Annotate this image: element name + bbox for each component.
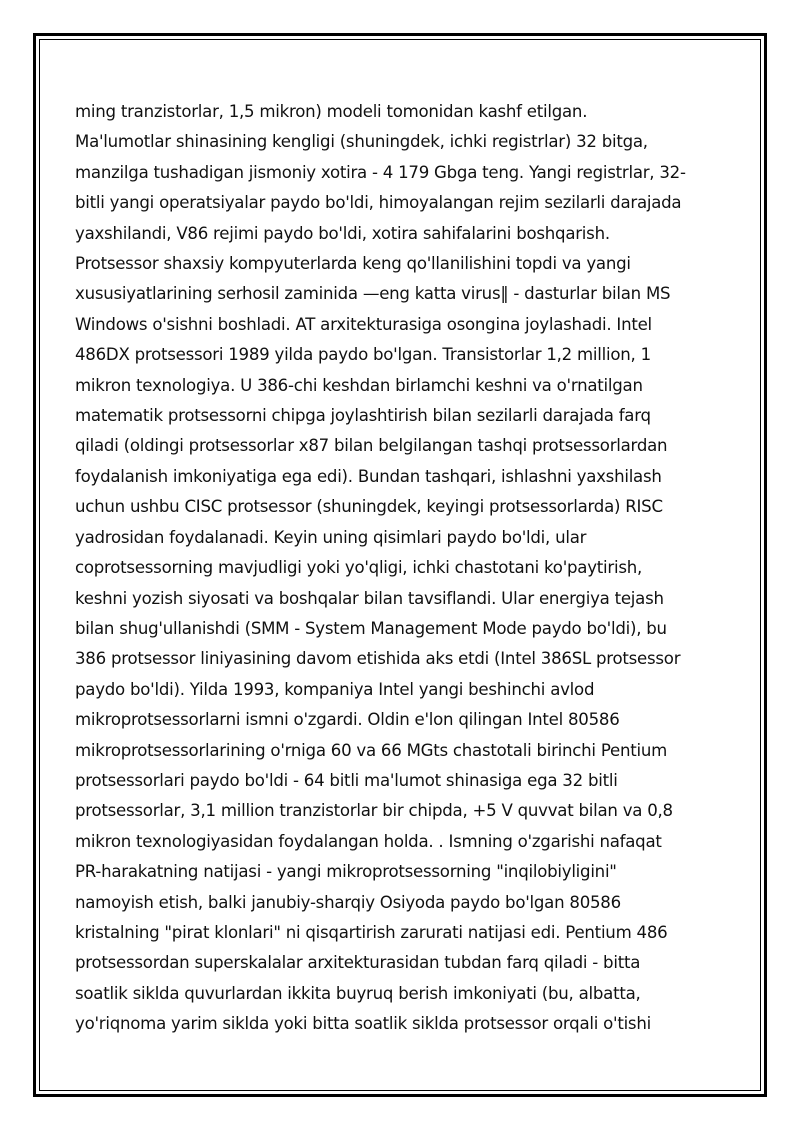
text-line: namoyish etish, balki janubiy-sharqiy Osiyoda paydo bo'lgan 80586 [75, 892, 621, 912]
text-line: qiladi (oldingi protsessorlar x87 bilan belgilangan tashqi protsessorlardan [75, 436, 668, 456]
text-line: matematik protsessorni chipga joylashtirish bilan sezilarli darajada farq [75, 406, 651, 426]
text-line: PR-harakatning natijasi - yangi mikroprotsessorning "inqilobiyligini" [75, 862, 617, 882]
text-line: protsessorlari paydo bo'ldi - 64 bitli ma'lumot shinasiga ega 32 bitli [75, 770, 618, 790]
text-line: yaxshilandi, V86 rejimi paydo bo'ldi, xotira sahifalarini boshqarish. [75, 223, 610, 243]
text-line: mikroprotsessorlarining o'rniga 60 va 66 MGts chastotali birinchi Pentium [75, 740, 668, 760]
text-line: Ma'lumotlar shinasining kengligi (shuningdek, ichki registrlar) 32 bitga, [75, 132, 648, 152]
document-body [75, 97, 730, 1040]
text-line: ming tranzistorlar, 1,5 mikron) modeli tomonidan kashf etilgan. [75, 102, 588, 121]
text-line: kristalning "pirat klonlari" ni qisqartirish zarurati natijasi edi. Pentium 486 [75, 922, 668, 942]
text-line: mikron texnologiya. U 386-chi keshdan birlamchi keshni va o'rnatilgan [75, 375, 643, 395]
text-line: yo'riqnoma yarim siklda yoki bitta soatlik siklda protsessor orqali o'tishi [75, 1014, 651, 1034]
text-line: coprotsessorning mavjudligi yoki yo'qligi, ichki chastotani ko'paytirish, [75, 558, 643, 578]
text-line: bitli yangi operatsiyalar paydo bo'ldi, himoyalangan rejim sezilarli darajada [75, 193, 682, 213]
text-line: soatlik siklda quvurlardan ikkita buyruq berish imkoniyati (bu, albatta, [75, 983, 641, 1003]
text-line: yadrosidan foydalanadi. Keyin uning qisimlari paydo bo'ldi, ular [75, 527, 587, 547]
text-line: paydo bo'ldi). Yilda 1993, kompaniya Intel yangi beshinchi avlod [75, 679, 595, 699]
text-line: mikron texnologiyasidan foydalangan holda. . Ismning o'zgarishi nafaqat [75, 831, 662, 851]
text-line: keshni yozish siyosati va boshqalar bilan tavsiflandi. Ular energiya tejash [75, 588, 664, 608]
text-line: uchun ushbu CISC protsessor (shuningdek, keyingi protsessorlarda) RISC [75, 497, 663, 517]
text-line: foydalanish imkoniyatiga ega edi). Bundan tashqari, ishlashni yaxshilash [75, 466, 662, 486]
text-line: bilan shug'ullanishdi (SMM - System Management Mode paydo bo'ldi), bu [75, 618, 667, 638]
text-line: mikroprotsessorlarni ismni o'zgardi. Oldin e'lon qilingan Intel 80586 [75, 710, 620, 730]
text-line: Windows o'sishni boshladi. AT arxitekturasiga osongina joylashadi. Intel [75, 314, 652, 334]
text-line: Protsessor shaxsiy kompyuterlarda keng qo'llanilishini topdi va yangi [75, 254, 631, 274]
text-line: 386 protsessor liniyasining davom etishida aks etdi (Intel 386SL protsessor [75, 649, 681, 669]
text-line: xususiyatlarining serhosil zaminida —eng katta virus‖ - dasturlar bilan MS [75, 284, 671, 304]
text-line: manzilga tushadigan jismoniy xotira - 4 179 Gbga teng. Yangi registrlar, 32- [75, 162, 686, 182]
text-line: protsessordan superskalalar arxitekturasidan tubdan farq qiladi - bitta [75, 953, 641, 973]
text-line: 486DX protsessori 1989 yilda paydo bo'lgan. Transistorlar 1,2 million, 1 [75, 345, 651, 365]
text-line: protsessorlar, 3,1 million tranzistorlar bir chipda, +5 V quvvat bilan va 0,8 [75, 801, 673, 821]
